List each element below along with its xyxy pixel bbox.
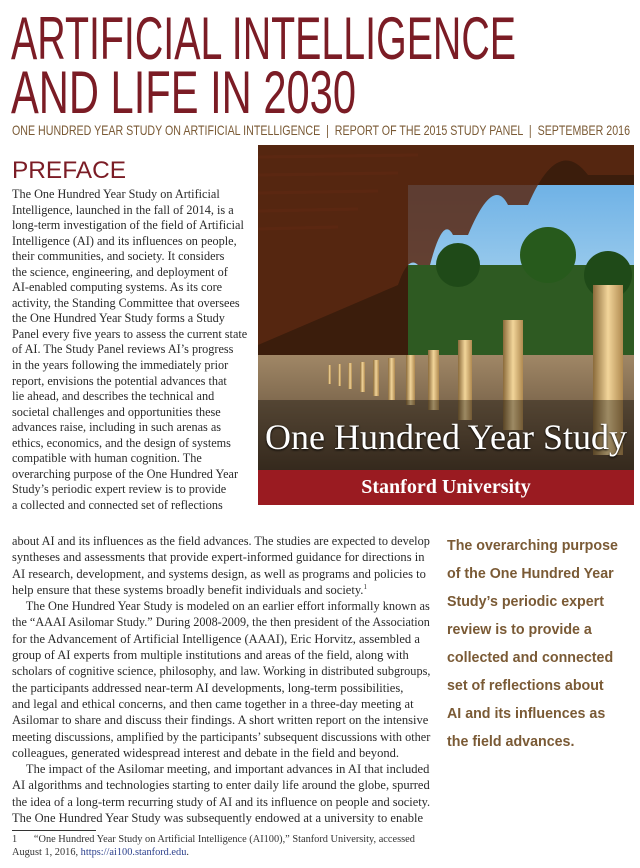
text-line — [12, 280, 255, 296]
text-line — [12, 712, 430, 728]
title-text-1: ARTIFICIAL INTELLIGENCE — [11, 5, 516, 72]
text-line-content: AI-enabled computing systems. As its core — [12, 280, 223, 295]
text-line — [12, 405, 255, 421]
pull-quote-line: collected and connected — [447, 650, 614, 666]
text-line-content: a collected and connected set of reflections — [12, 497, 223, 512]
text-line — [12, 745, 430, 761]
body-full-text — [12, 533, 432, 826]
text-line — [12, 249, 255, 265]
preface-heading: PREFACE — [12, 157, 126, 184]
pull-quote-line: of the One Hundred Year — [447, 566, 614, 582]
text-line — [12, 663, 431, 679]
text-line — [12, 467, 255, 483]
section-heading — [12, 158, 124, 184]
text-line — [12, 729, 431, 745]
text-line-content: The One Hundred Year Study is modeled on an earlier effort informally known as — [25, 599, 430, 614]
text-line-content: the idea of a long-term recurring study of AI and its influence on people and society. — [12, 794, 431, 809]
text-line-content: and legal and ethical concerns, and then came together in a three-day meeting at — [12, 696, 414, 711]
text-line-content: Asilomar to share and discuss their findings. A short written report on the intensive — [12, 713, 429, 728]
footnote-divider — [12, 830, 96, 831]
photo-band-text: Stanford University — [361, 476, 531, 498]
footnote-text-1: “One Hundred Year Study on Artificial Intelligence (AI100),” Stanford University, accessed — [33, 834, 415, 845]
text-line — [12, 680, 430, 696]
text-line-content: The One Hundred Year Study on Artificial — [12, 187, 220, 201]
text-line-content: meeting discussions, amplified by the participants’ subsequent discussions with other — [12, 729, 431, 744]
pull-quote-line: the field advances. — [447, 734, 575, 750]
text-line — [12, 777, 429, 793]
photo-caption: One Hundred Year Study — [265, 417, 627, 457]
footnote-reference[interactable]: 1 — [363, 582, 367, 591]
subtitle-text: ONE HUNDRED YEAR STUDY ON ARTIFICIAL INTELLIGENCE | REPORT OF THE 2015 STUDY PANEL | SEPTEMBER 2016 — [12, 122, 630, 138]
footnote-number: 1 — [12, 834, 18, 845]
text-line — [12, 420, 255, 436]
text-line — [12, 810, 430, 826]
text-line — [12, 582, 430, 598]
text-line-content: help ensure that these systems broadly benefit individuals and society. — [12, 582, 364, 597]
footnote-text-2: August 1, 2016, — [12, 846, 81, 858]
photo-band — [258, 470, 634, 505]
text-line-content: their communities, and society. It considers — [12, 249, 225, 264]
report-title-line-2 — [11, 59, 508, 126]
report-subtitle — [12, 122, 640, 138]
text-line — [12, 187, 255, 203]
text-line-content: for the Advancement of Artificial Intelligence (AAAI), Eric Horvitz, assembled a — [12, 631, 420, 646]
text-line-content: societal challenges and opportunities these — [12, 404, 221, 419]
text-line — [12, 761, 430, 777]
text-line — [12, 631, 430, 647]
text-line-content: compatible with human cognition. The — [12, 451, 202, 466]
text-line-content: colleagues, generated widespread interest and debate in the field and beyond. — [12, 745, 400, 760]
text-line-content: AI algorithms and technologies starting to enter daily life around the globe, spurred — [12, 778, 430, 793]
text-line — [12, 794, 431, 810]
text-line — [12, 296, 255, 312]
text-line-content: AI research, development, and systems design, as well as programs and policies to — [12, 566, 426, 581]
text-line — [12, 342, 255, 358]
text-line — [12, 566, 430, 582]
report-title-line-1 — [11, 5, 640, 72]
text-line — [12, 498, 255, 514]
text-line — [12, 311, 255, 327]
text-line-content: the science, engineering, and deployment of — [12, 264, 228, 279]
title-text-2: AND LIFE IN 2030 — [11, 59, 356, 126]
text-line — [12, 482, 255, 498]
text-line-content: in the years following the immediately prior — [12, 358, 229, 373]
text-line-content: about AI and its influences as the field advances. The studies are expected to develop — [12, 534, 430, 548]
paragraph-2 — [12, 598, 432, 761]
text-line-content: Intelligence, launched in the fall of 2014, is a — [12, 202, 234, 217]
paragraph-1-continued — [12, 533, 432, 598]
text-line — [12, 533, 430, 549]
text-line — [12, 549, 430, 565]
text-line — [12, 436, 255, 452]
text-line — [12, 203, 255, 219]
text-line — [12, 374, 255, 390]
text-line — [12, 647, 430, 663]
text-line-content: Panel every five years to assess the current state — [12, 326, 248, 341]
text-line-content: long-term investigation of the field of Artificial — [12, 218, 244, 233]
text-line-content: advances raise, including in such arenas as — [12, 420, 222, 435]
footnote-line-1 — [12, 834, 430, 847]
text-line-content: syntheses and assessments that provide expert-informed guidance for directions in — [12, 550, 425, 565]
footnote-link-end: . — [186, 846, 189, 858]
text-line-content: overarching purpose of the One Hundred Year — [12, 466, 239, 481]
text-line — [12, 218, 255, 234]
text-line — [12, 598, 430, 614]
text-line-content: lie ahead, and describes the technical and — [12, 389, 215, 404]
footnote-link[interactable]: https://ai100.stanford.edu — [80, 846, 187, 858]
pull-quote — [447, 532, 637, 756]
pull-quote-line: Study’s periodic expert — [447, 594, 604, 610]
text-line-content: the “AAAI Asilomar Study.” During 2008-2009, the then president of the Association — [12, 615, 430, 630]
pull-quote-line: AI and its influences as — [447, 706, 606, 722]
text-line-content: group of AI experts from multiple institutions and areas of the field, along with — [12, 648, 409, 663]
text-line-content: Study’s periodic expert review is to provide — [12, 482, 227, 497]
text-line — [12, 614, 430, 630]
pull-quote-line: set of reflections about — [447, 678, 604, 694]
text-line — [12, 265, 255, 281]
text-line-content: Intelligence (AI) and its influences on people, — [12, 233, 237, 248]
text-line — [12, 451, 255, 467]
paragraph-3 — [12, 761, 432, 826]
body-column-text — [12, 187, 262, 513]
text-line — [12, 234, 255, 250]
text-line — [12, 389, 255, 405]
text-line-content: scholars of cognitive science, philosophy, and law. Working in distributed subgroups, — [12, 664, 431, 679]
text-line-content: The One Hundred Year Study was subsequently endowed at a university to enable — [12, 811, 424, 826]
footnote — [12, 834, 432, 859]
text-line — [12, 327, 255, 343]
pull-quote-line: The overarching purpose — [447, 538, 618, 554]
text-line — [12, 696, 430, 712]
text-line — [12, 358, 255, 374]
text-line-content: ethics, economics, and the design of systems — [12, 435, 231, 450]
text-line-content: activity, the Standing Committee that oversees — [12, 295, 240, 310]
text-line-content: the One Hundred Year Study forms a Study — [12, 311, 225, 326]
text-line-content: The impact of the Asilomar meeting, and important advances in AI that included — [25, 762, 430, 777]
stanford-arcade-photo — [258, 145, 634, 505]
text-line-content: the participants addressed near-term AI developments, long-term possibilities, — [12, 680, 404, 695]
footnote-line-2 — [12, 847, 430, 860]
text-line-content: report, envisions the potential advances that — [12, 373, 227, 388]
pull-quote-line: review is to provide a — [447, 622, 592, 638]
text-line-content: of AI. The Study Panel reviews AI’s progress — [12, 342, 234, 357]
